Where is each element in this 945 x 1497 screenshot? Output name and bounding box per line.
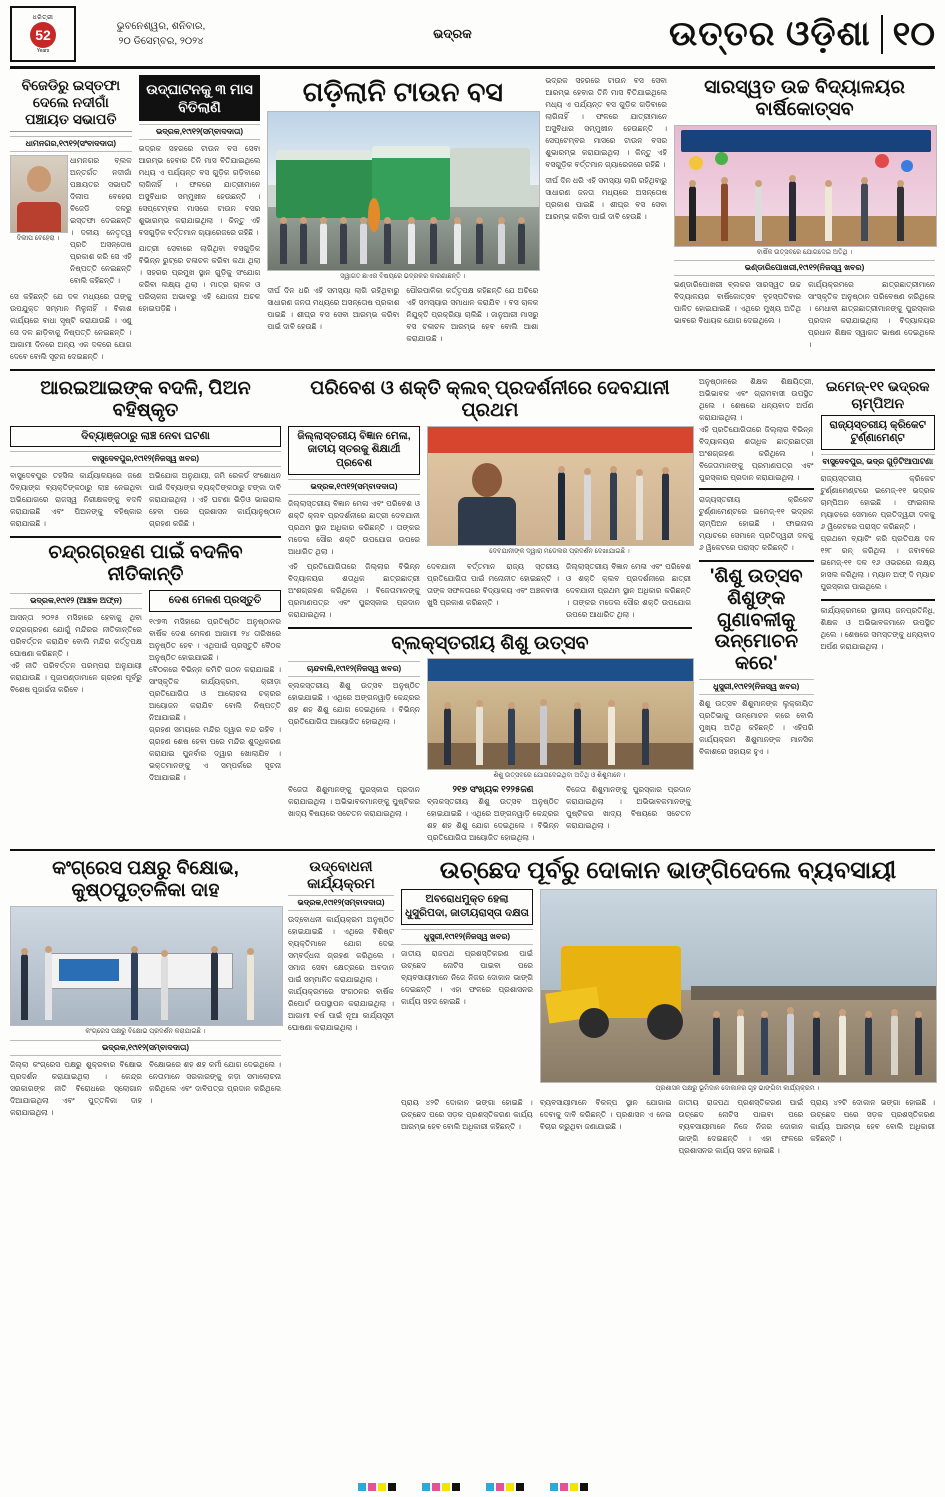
mid-right-flow-a: ଅନୁଷ୍ଠାନରେ ଶିକ୍ଷକ ଶିକ୍ଷୟିତ୍ରୀ, ଅଭିଭାବକ ଏବଂ ଗ୍ରାମବାସୀ ଉପସ୍ଥିତ ଥିଲେ । ଶେଷରେ ଧନ୍ୟବାଦ ଅର୍ପଣ କରାଯାଇଥିଲା । bbox=[699, 377, 814, 423]
mid-center-text-b: ଏହି ପ୍ରତିଯୋଗିତାରେ ଜିଲ୍ଲାର ବିଭିନ୍ନ ବିଦ୍ୟାଳୟର ଶତାଧିକ ଛାତ୍ରଛାତ୍ରୀ ଅଂଶଗ୍ରହଣ କରିଥିଲେ । ବିଜେତାମାନଙ୍କୁ ପ୍ରମାଣପତ୍ର ଏବଂ ପୁରସ୍କାର ପ୍ରଦାନ କରାଯାଇଥିଲା । bbox=[288, 561, 420, 619]
protest-block bbox=[10, 856, 281, 1156]
lead-photo bbox=[267, 111, 540, 271]
chandra-byline: ଭଦ୍ରକ,୧୯ା୧୨ (ଆଞ୍ଚଳ ଅଫ୍ନ) bbox=[10, 593, 142, 609]
page-number: ୧୦ bbox=[881, 15, 935, 54]
anniversary-logo bbox=[10, 6, 76, 62]
chandra-text-c: ଏହି ନୀତି ପରିବର୍ତ୍ତନ ପରମ୍ପରା ଅନୁଯାୟୀ କରାଯାଉଛି । ପୂଜାପଣ୍ଡାମାନେ ଗ୍ରହଣ ପୂର୍ବରୁ ବିଶେଷ ପୂଜାର୍ଚ୍ଚନା କରିବେ । bbox=[10, 661, 142, 694]
protest-text-a: ଜିଲ୍ଲା କଂଗ୍ରେସ ପକ୍ଷରୁ ଶୁକ୍ରବାର ବିକ୍ଷୋଭ ପ୍ରଦର୍ଶନ କରାଯାଇଥିଲା । କେନ୍ଦ୍ର ସରକାରଙ୍କ ନୀତି ବିରୋଧରେ ସ୍ଲୋଗାନ ଦିଆଯାଇଥିଲା ଏବଂ ପୁତ୍ତଳିକା ଦାହ କରାଯାଇଥିଲା । bbox=[10, 1059, 142, 1117]
right-top-text-a: ଭଣ୍ଡାରିପୋଖରୀ ବ୍ଲକର ସାରସ୍ୱତ ଉଚ୍ଚ ବିଦ୍ୟାଳୟର ବାର୍ଷିକୋତ୍ସବ ବୃହସ୍ପତିବାର ପାଳିତ ହୋଇଯାଇଛି । ଏଥିରେ ମୁଖ୍ୟ ଅତିଥି ଭାବରେ ବିଧାୟକ ଯୋଗ ଦେଇଥିଲେ । bbox=[674, 280, 802, 326]
publication-place: ଭୁବନେଶ୍ୱର, ଶନିବାର, bbox=[116, 21, 206, 32]
shishu-photo-caption: ଶିଶୁ ଉତ୍ସବରେ ଯୋଗଦେଇଥିବା ଅତିଥି ଓ ଶିଶୁମାନେ । bbox=[493, 772, 626, 780]
shishu-byline: ଚାନ୍ଦବାଲି,୧୯ା୧୨(ନିଜସ୍ୱ ଖବର) bbox=[288, 661, 420, 677]
masthead bbox=[10, 6, 935, 69]
desh-head-box bbox=[149, 590, 281, 612]
left-top-text-b: ସେ କହିଛନ୍ତି ଯେ ଦଳ ମଧ୍ୟରେ ତାଙ୍କୁ ଉପଯୁକ୍ତ ସମ୍ମାନ ମିଳୁନାହିଁ । ବିକାଶ କାର୍ଯ୍ୟରେ ବାଧା ସୃଷ୍ଟି କରାଯାଉଛି । ଏଣୁ ସେ ଦଳ ଛାଡ଼ିବାକୁ ନିଷ୍ପତ୍ତି ନେଇଛନ୍ତି । ଆଗାମୀ ଦିନରେ ଅନ୍ୟ ଏକ ଦଳରେ ଯୋଗ ଦେବେ ବୋଲି ସୂଚନା ଦେଇଛନ୍ତି । bbox=[10, 292, 132, 362]
demolition-block bbox=[401, 856, 935, 1156]
column-7-mid bbox=[821, 376, 936, 843]
lead-text-a: ଭଦ୍ରକ ସହରରେ ଟାଉନ ବସ ସେବା ଆରମ୍ଭ ହେବାର ତିନି ମାସ ବିତିଯାଇଥିଲେ ମଧ୍ୟ ଏ ପର୍ଯ୍ୟନ୍ତ ବସ ଗୁଡ଼ିକ ଗଡ଼ିବାରେ ଲାଗିନାହିଁ । ଫଳରେ ଯାତ୍ରୀମାନେ ଅସୁବିଧାର ସମ୍ମୁଖୀନ ହେଉଛନ୍ତି । ସେପ୍ଟେମ୍ବର ମାସରେ ଟାଉନ ବସର ଶୁଭାରମ୍ଭ କରାଯାଇଥିଲା । କିନ୍ତୁ ଏହି ବସଗୁଡ଼ିକ ବର୍ତ୍ତମାନ ଗ୍ୟାରେଜରେ ରହିଛି । bbox=[138, 144, 261, 238]
mid-center-box bbox=[288, 426, 420, 475]
chandra-text-a: ଆସନ୍ତା ୨୦୨୫ ମସିହାରେ ହେବାକୁ ଥିବା ଚନ୍ଦ୍ରଗ୍ରହଣ ଯୋଗୁଁ ମନ୍ଦିରର ନୀତିକାନ୍ତିରେ ପରିବର୍ତ୍ତନ କରାଯିବ ବୋଲି ମନ୍ଦିର କର୍ତ୍ତୃପକ୍ଷ ଘୋଷଣା କରିଛନ୍ତି । bbox=[10, 613, 142, 659]
mid-left-byline: ବାସୁଦେବପୁର,୧୯ା୧୨(ନିଜସ୍ୱ ଖବର) bbox=[10, 451, 281, 467]
udbodhan-text-b: କାର୍ଯ୍ୟକ୍ରମରେ ସଂଗଠନର ବାର୍ଷିକ ରିପୋର୍ଟ ଉପସ୍ଥାପନ କରାଯାଇଥିଲା । ଆଗାମୀ ବର୍ଷ ପାଇଁ ନୂଆ କାର୍ଯ୍ୟସୂଚୀ ଘୋଷଣା କରାଯାଇଥିଲା । bbox=[288, 986, 394, 1032]
udbodhan-headline: ଉଦ୍‌ବୋଧନୀ କାର୍ଯ୍ୟକ୍ରମ bbox=[307, 858, 375, 892]
mid-center-photo bbox=[427, 426, 694, 546]
shishu-headline: ବ୍ଲକ୍‌ସ୍ତରୀୟ ଶିଶୁ ଉତ୍ସବ bbox=[391, 632, 589, 654]
chandra-headline: ଚନ୍ଦ୍ରଗ୍ରହଣ ପାଇଁ ବଦଳିବ ନୀତିକାନ୍ତି bbox=[48, 542, 243, 586]
mid-right-text-a: ରାଜ୍ୟସ୍ତରୀୟ କ୍ରିକେଟ ଟୁର୍ଣ୍ଣାମେଣ୍ଟରେ ଇମେଜ୍‌-୧୧ ଭଦ୍ରକ ଚାମ୍ପିଅନ ହୋଇଛି । ଫାଇନାଲ ମ୍ୟାଚରେ ସେମାନେ ପ୍ରତିଦ୍ୱନ୍ଦୀ ଦଳକୁ ୬ ୱିକେଟରେ ପରାସ୍ତ କରିଛନ୍ତି । bbox=[820, 474, 935, 531]
dot-group bbox=[358, 1483, 396, 1491]
mid-center-block bbox=[288, 376, 692, 843]
protest-photo-caption: କଂଗ୍ରେସ ପକ୍ଷରୁ ବିକ୍ଷୋଭ ପ୍ରଦର୍ଶନ କରାଯାଇଛି । bbox=[85, 1028, 206, 1036]
demolition-headline: ଉଚ୍ଛେଦ ପୂର୍ବରୁ ଦୋକାନ ଭାଙ୍ଗିଦେଲେ ବ୍ୟବସାୟୀ bbox=[439, 857, 897, 885]
column-2 bbox=[139, 75, 261, 363]
shishu-right-byline: ଧୁସୁରୀ,୧୯ା୧୨(ନିଜସ୍ୱ ଖବର) bbox=[699, 679, 814, 695]
left-top-headline: ବିଜେଡିରୁ ଇସ୍ତଫା ଦେଲେ ନଦୀଗାଁ ପଞ୍ଚାୟତ ସଭାପତି bbox=[21, 77, 121, 127]
left-top-photo-caption: ଦିଲୀପ ବେହେରା । bbox=[16, 235, 60, 243]
left-top-photo bbox=[10, 155, 68, 233]
demolition-text-c: ବ୍ୟବସାୟୀମାନେ ବିକଳ୍ପ ସ୍ଥାନ ଯୋଗାଇ ଦେବାକୁ ଦାବି କରିଛନ୍ତି । ପ୍ରଶାସନ ଏ ନେଇ ବିଚାର କରୁଥିବା ଜଣାଯାଇଛି । bbox=[539, 1097, 672, 1131]
right-top-photo bbox=[674, 125, 937, 247]
desh-text-a: ୧୯୭୩ ମସିହାରେ ପ୍ରତିଷ୍ଠିତ ଅନୁଷ୍ଠାନର ବାର୍ଷିକ ଦେଶ ମେଳଣ ଆଗାମୀ ୨୪ ତାରିଖରେ ଅନୁଷ୍ଠିତ ହେବ । ଏଥିପାଇଁ ପ୍ରସ୍ତୁତି ବୈଠକ ଅନୁଷ୍ଠିତ ହୋଇଯାଇଛି । bbox=[149, 616, 281, 662]
anniversary-top-text: ଧରିତ୍ରୀ bbox=[32, 14, 54, 21]
lead-text-f: ଦୀର୍ଘ ଦିନ ଧରି ଏହି ସମସ୍ୟା ଲାଗି ରହିଥିବାରୁ ସାଧାରଣ ଜନତା ମଧ୍ୟରେ ଅସନ୍ତୋଷ ପ୍ରକାଶ ପାଇଛି । ଶୀଘ୍ର ବସ ସେବା ଆରମ୍ଭ କରିବା ପାଇଁ ଦାବି ହେଉଛି । bbox=[545, 175, 668, 221]
desh-text-b: ବୈଠକରେ ବିଭିନ୍ନ କମିଟି ଗଠନ କରାଯାଇଛି । ସାଂସ୍କୃତିକ କାର୍ଯ୍ୟକ୍ରମ, କ୍ରୀଡ଼ା ପ୍ରତିଯୋଗିତା ଓ ଆଲୋଚନା ଚକ୍ରର ଆୟୋଜନ କରାଯିବ ବୋଲି ନିଷ୍ପତ୍ତି ନିଆଯାଇଛି । bbox=[149, 664, 281, 722]
demolition-box bbox=[401, 889, 533, 924]
shishu-text-c: ବ୍ଲକସ୍ତରୀୟ ଶିଶୁ ଉତ୍ସବ ଅନୁଷ୍ଠିତ ହୋଇଯାଇଛି । ଏଥିରେ ଅଙ୍ଗନୱାଡ଼ି କେନ୍ଦ୍ରର ଶହ ଶହ ଶିଶୁ ଯୋଗ ଦେଇଥିଲେ । ବିଭିନ୍ନ ପ୍ରତିଯୋଗିତା ଆୟୋଜିତ ହୋଇଥିଲା । bbox=[427, 796, 559, 842]
mid-left-subhead-box bbox=[10, 426, 281, 448]
anniversary-number: 52 bbox=[30, 22, 56, 48]
edition-name: ଭଦ୍ରକ bbox=[433, 26, 472, 41]
demolition-byline: ଧୁସୁରୀ,୧୯ା୧୨(ନିଜସ୍ୱ ଖବର) bbox=[401, 929, 533, 945]
shishu-stat: ୨୧୭ ସଂଖ୍ୟକ ୧୨୨୫ଜଣ bbox=[452, 783, 534, 794]
lead-kicker: ଉଦ୍‌ଘାଟନକୁ ୩ ମାସ ବିତିଲାଣି bbox=[139, 75, 261, 121]
mid-center-photo-caption: ଦେବଯାନୀଙ୍କ ଦ୍ୱାରା ମଡେଲର ପ୍ରଦର୍ଶନ ଦେଖାଯାଇଛି । bbox=[489, 547, 630, 555]
lead-text-c: ଦୀର୍ଘ ଦିନ ଧରି ଏହି ସମସ୍ୟା ଲାଗି ରହିଥିବାରୁ ସାଧାରଣ ଜନତା ମଧ୍ୟରେ ଅସନ୍ତୋଷ ପ୍ରକାଶ ପାଇଛି । ଶୀଘ୍ର ବସ ସେବା ଆରମ୍ଭ କରିବା ପାଇଁ ଦାବି ହେଉଛି । bbox=[267, 285, 400, 331]
shishu-photo bbox=[427, 658, 694, 770]
protest-text-b: ବିକ୍ଷୋଭରେ ଶହ ଶହ କର୍ମୀ ଯୋଗ ଦେଇଥିଲେ । ନେତାମାନେ ସରକାରଙ୍କୁ କଡ଼ା ସମାଲୋଚନା କରିଥିଲେ ଏବଂ ଦାବିପତ୍ର ପ୍ରଦାନ କରିଥିଲେ । bbox=[149, 1059, 281, 1105]
mid-right-flow-b: ଏହି ପ୍ରତିଯୋଗିତାରେ ଜିଲ୍ଲାର ବିଭିନ୍ନ ବିଦ୍ୟାଳୟର ଶତାଧିକ ଛାତ୍ରଛାତ୍ରୀ ଅଂଶଗ୍ରହଣ କରିଥିଲେ । ବିଜେତାମାନଙ୍କୁ ପ୍ରମାଣପତ୍ର ଏବଂ ପୁରସ୍କାର ପ୍ରଦାନ କରାଯାଇଥିଲା । bbox=[699, 425, 814, 482]
mid-left-text-b: ଅଭିଯୋଗ ଅନୁଯାୟୀ, ଜମି ରେକର୍ଡ ସଂଶୋଧନ ପାଇଁ ଦିବ୍ୟାଙ୍ଗ ବ୍ୟକ୍ତିଙ୍କଠାରୁ ଟଙ୍କା ଦାବି କରାଯାଇଥିଲା । ଏହି ଘଟଣା ଭିଡ଼ିଓ ଭାଇରାଲ ହେବା ପରେ ପ୍ରଶାସନ କାର୍ଯ୍ୟାନୁଷ୍ଠାନ ଗ୍ରହଣ କରିଛି । bbox=[149, 471, 281, 529]
column-3-4 bbox=[267, 75, 538, 363]
demolition-text-d: ଜାତୀୟ ରାଜପଥ ପ୍ରଶସ୍ତିକରଣ ପାଇଁ ଉଚ୍ଛେଦ ନୋଟିସ ପାଇବା ପରେ ବ୍ୟବସାୟୀମାନେ ନିଜେ ନିଜର ଦୋକାନ ଭାଙ୍ଗି ଦେଇଛନ୍ତି । ଏହା ଫଳରେ ପ୍ରଶାସନର କାର୍ଯ୍ୟ ସହଜ ହୋଇଛି । bbox=[678, 1097, 804, 1155]
mid-center-text-d: ଜିଲ୍ଲାସ୍ତରୀୟ ବିଜ୍ଞାନ ମେଳା ଏବଂ ପରିବେଶ ଓ ଶକ୍ତି କ୍ଲବ ପ୍ରଦର୍ଶନୀରେ ଛାତ୍ରୀ ଦେବଯାନୀ ପ୍ରଥମ ସ୍ଥାନ ଅଧିକାର କରିଛନ୍ତି । ତାଙ୍କର ମଡେଲ ସୌର ଶକ୍ତି ଉପଯୋଗ ଉପରେ ଆଧାରିତ ଥିଲା । bbox=[566, 561, 691, 619]
shishu-text-a: ବ୍ଲକସ୍ତରୀୟ ଶିଶୁ ଉତ୍ସବ ଅନୁଷ୍ଠିତ ହୋଇଯାଇଛି । ଏଥିରେ ଅଙ୍ଗନୱାଡ଼ି କେନ୍ଦ୍ରର ଶହ ଶହ ଶିଶୁ ଯୋଗ ଦେଇଥିଲେ । ବିଭିନ୍ନ ପ୍ରତିଯୋଗିତା ଆୟୋଜିତ ହୋଇଥିଲା । bbox=[288, 681, 420, 727]
page-title: ଉତ୍ତର ଓଡ଼ିଶା bbox=[668, 14, 871, 53]
mid-center-headline: ପରିବେଶ ଓ ଶକ୍ତି କ୍ଲବ୍‌ ପ୍ରଦର୍ଶନୀରେ ଦେବଯାନୀ ପ୍ରଥମ bbox=[310, 378, 670, 421]
lead-text-b: ଯାତ୍ରୀ ସେବାରେ ଲାଗିଥିବା ବସଗୁଡ଼ିକ ବିଭିନ୍ନ ରୁଟ୍‌ରେ ଚଳାଚଳ କରିବା କଥା ଥିଲା । ସହରର ପ୍ରମୁଖ ସ୍ଥାନ ଗୁଡ଼ିକୁ ସଂଯୋଗ କରିବା ଲକ୍ଷ୍ୟ ଥିଲା । ମାତ୍ର ଚାଳକ ଓ ପରିଚାଳନା ଅଭାବରୁ ଏହି ଯୋଜନା ଅଚଳ ହୋଇପଡ଼ିଛି । bbox=[138, 244, 261, 314]
protest-photo bbox=[10, 906, 283, 1026]
shishu-right-text-b: କାର୍ଯ୍ୟକ୍ରମରେ ସ୍ଥାନୀୟ ଜନପ୍ରତିନିଧି, ଶିକ୍ଷକ ଓ ଅଭିଭାବକମାନେ ଉପସ୍ଥିତ ଥିଲେ । ଶେଷରେ ସମସ୍ତଙ୍କୁ ଧନ୍ୟବାଦ ଅର୍ପଣ କରାଯାଇଥିଲା । bbox=[820, 605, 935, 651]
mid-right-flow-c: ରାଜ୍ୟସ୍ତରୀୟ କ୍ରିକେଟ ଟୁର୍ଣ୍ଣାମେଣ୍ଟରେ ଇମେଜ୍‌-୧୧ ଭଦ୍ରକ ଚାମ୍ପିଅନ ହୋଇଛି । ଫାଇନାଲ ମ୍ୟାଚରେ ସେମାନେ ପ୍ରତିଦ୍ୱନ୍ଦୀ ଦଳକୁ ୬ ୱିକେଟରେ ପରାସ୍ତ କରିଛନ୍ତି । bbox=[699, 494, 814, 552]
lead-headline: ଗଡ଼ିଲାନି ଟାଉନ ବସ bbox=[302, 77, 503, 107]
desh-headline: ଦେଶ ମେଳଣ ପ୍ରସ୍ତୁତି bbox=[168, 594, 262, 607]
publication-date bbox=[86, 19, 236, 49]
chandra-text-b: ଗ୍ରହଣ ସମୟରେ ମନ୍ଦିର ଦ୍ୱାର ବନ୍ଦ ରହିବ । ଗ୍ରହଣ ଶେଷ ହେବା ପରେ ମନ୍ଦିର ଶୁଦ୍ଧିକରଣ କରାଯାଇ ପୁନର୍ବାର ଦ୍ୱାର ଖୋଲାଯିବ । ଭକ୍ତମାନଙ୍କୁ ଏ ସମ୍ପର୍କରେ ସୂଚନା ଦିଆଯାଇଛି । bbox=[149, 724, 281, 782]
mid-center-text-a: ଜିଲ୍ଲାସ୍ତରୀୟ ବିଜ୍ଞାନ ମେଳା ଏବଂ ପରିବେଶ ଓ ଶକ୍ତି କ୍ଲବ ପ୍ରଦର୍ଶନୀରେ ଛାତ୍ରୀ ଦେବଯାନୀ ପ୍ରଥମ ସ୍ଥାନ ଅଧିକାର କରିଛନ୍ତି । ତାଙ୍କର ମଡେଲ ସୌର ଶକ୍ତି ଉପଯୋଗ ଉପରେ ଆଧାରିତ ଥିଲା । bbox=[288, 498, 420, 556]
demolition-photo-caption: ପ୍ରଶାସନ ପକ୍ଷରୁ ଭୂମିଦାନ ଦୋକାନର ଗୃହ ଭାଙ୍ଗିବା କାର୍ଯ୍ୟକ୍ରମ । bbox=[655, 1085, 820, 1093]
column-6-mid bbox=[699, 376, 814, 843]
mid-center-byline: ଭଦ୍ରକ,୧୯ା୧୨(ସମ୍ବାଦଦାତା) bbox=[288, 479, 420, 495]
mid-right-box bbox=[821, 415, 936, 450]
right-top-photo-caption: ବାର୍ଷିକ ଉତ୍ସବରେ ଯୋଗଦେଇ ଅତିଥି । bbox=[756, 248, 853, 256]
mid-left-headline: ଆରଇଆଇଙ୍କ ବଦଳି, ପିଅନ ବହିଷ୍କୃତ bbox=[40, 378, 251, 421]
protest-headline: କଂଗ୍ରେସ ପକ୍ଷରୁ ବିକ୍ଷୋଭ, କୁଷ୍ଠପୁତ୍ତଳିକା ଦାହ bbox=[52, 858, 239, 902]
column-1 bbox=[10, 75, 132, 363]
mid-right-byline: ବାସୁଦେବପୁର, ଭଦ୍ର ଗୁଡ଼ିଟିଆପାଟଣା bbox=[821, 454, 936, 470]
right-top-byline: ଭଣ୍ଡାରିପୋଖରୀ,୧୯ା୧୨(ନିଜସ୍ୱ ଖବର) bbox=[674, 260, 935, 276]
demolition-photo bbox=[540, 889, 937, 1083]
mid-right-subbox: ରାଜ୍ୟସ୍ତରୀୟ କ୍ରିକେଟ ଟୁର୍ଣ୍ଣାମେଣ୍ଟ bbox=[829, 418, 926, 445]
column-5 bbox=[545, 75, 667, 363]
udbodhan-block bbox=[288, 856, 394, 1156]
mid-left-text-a: ବାସୁଦେବପୁର ତହସିଲ କାର୍ଯ୍ୟାଳୟରେ ଜଣେ ଦିବ୍ୟାଙ୍ଗ ବ୍ୟକ୍ତିଙ୍କଠାରୁ ଲାଞ୍ଚ ନେଇଥିବା ଅଭିଯୋଗରେ ରାଜସ୍ୱ ନିରୀକ୍ଷକଙ୍କୁ ବଦଳି କରାଯାଇଛି ଏବଂ ପିଅନଙ୍କୁ ବହିଷ୍କାର କରାଯାଇଛି । bbox=[10, 471, 142, 529]
dot-group bbox=[550, 1483, 588, 1491]
demolition-text-a: ଜାତୀୟ ରାଜପଥ ପ୍ରଶସ୍ତିକରଣ ପାଇଁ ଉଚ୍ଛେଦ ନୋଟିସ ପାଇବା ପରେ ବ୍ୟବସାୟୀମାନେ ନିଜେ ନିଜର ଦୋକାନ ଭାଙ୍ଗି ଦେଇଛନ୍ତି । ଏହା ଫଳରେ ପ୍ରଶାସନର କାର୍ଯ୍ୟ ସହଜ ହୋଇଛି । bbox=[401, 948, 533, 1006]
udbodhan-byline: ଭଦ୍ରକ,୧୯ା୧୨(ସମ୍ବାଦଦାତା) bbox=[288, 895, 394, 911]
lead-byline: ଭଦ୍ରକ,୧୯ା୧୨(ସମ୍ବାଦଦାତା) bbox=[139, 124, 261, 140]
right-top-text-b: କାର୍ଯ୍ୟକ୍ରମରେ ଛାତ୍ରଛାତ୍ରୀମାନେ ସାଂସ୍କୃତିକ ଅନୁଷ୍ଠାନ ପରିବେଷଣ କରିଥିଲେ । ମେଧାବୀ ଛାତ୍ରଛାତ୍ରୀମାନଙ୍କୁ ପୁରସ୍କାର ପ୍ରଦାନ କରାଯାଇଥିଲା । ବିଦ୍ୟାଳୟର ପ୍ରଧାନ ଶିକ୍ଷକ ସ୍ୱାଗତ ଭାଷଣ ଦେଇଥିଲେ । bbox=[808, 280, 936, 350]
lead-text-e: ଭଦ୍ରକ ସହରରେ ଟାଉନ ବସ ସେବା ଆରମ୍ଭ ହେବାର ତିନି ମାସ ବିତିଯାଇଥିଲେ ମଧ୍ୟ ଏ ପର୍ଯ୍ୟନ୍ତ ବସ ଗୁଡ଼ିକ ଗଡ଼ିବାରେ ଲାଗିନାହିଁ । ଫଳରେ ଯାତ୍ରୀମାନେ ଅସୁବିଧାର ସମ୍ମୁଖୀନ ହେଉଛନ୍ତି । ସେପ୍ଟେମ୍ବର ମାସରେ ଟାଉନ ବସର ଶୁଭାରମ୍ଭ କରାଯାଇଥିଲା । କିନ୍ତୁ ଏହି ବସଗୁଡ଼ିକ ବର୍ତ୍ତମାନ ଗ୍ୟାରେଜରେ ରହିଛି । bbox=[545, 76, 668, 169]
dot-group bbox=[486, 1483, 524, 1491]
left-top-text-a: ଧାମନଗର ବ୍ଲକ ଅନ୍ତର୍ଗତ ନଦୀଗାଁ ପଞ୍ଚାୟତର ସଭାପତି ଦିଲୀପ ବେହେରା ବିଜେଡି ଦଳରୁ ଇସ୍ତଫା ଦେଇଛନ୍ତି । ଦଳୀୟ ନେତୃତ୍ୱ ପ୍ରତି ଅସନ୍ତୋଷ ପ୍ରକାଶ କରି ସେ ଏହି ନିଷ୍ପତ୍ତି ନେଇଛନ୍ତି ବୋଲି କହିଛନ୍ତି । bbox=[70, 156, 132, 286]
shishu-right-text-a: ଶିଶୁ ଉତ୍ସବ ଶିଶୁମାନଙ୍କ ଲୁକ୍କାୟିତ ପ୍ରତିଭାକୁ ଉନ୍ମୋଚନ କରେ ବୋଲି ମୁଖ୍ୟ ଅତିଥି କହିଛନ୍ତି । ଏହିପରି କାର୍ଯ୍ୟକ୍ରମ ଶିଶୁମାନଙ୍କ ମାନସିକ ବିକାଶରେ ସହାୟକ ହୁଏ । bbox=[699, 699, 814, 757]
demolition-text-e: ପ୍ରାୟ ୪୨ଟି ଦୋକାନ ଭଙ୍ଗା ହୋଇଛି । ଉଚ୍ଛେଦ ପରେ ସଡ଼କ ପ୍ରଶସ୍ତିକରଣ କାର୍ଯ୍ୟ ଆରମ୍ଭ ହେବ ବୋଲି ଅଧିକାରୀ କହିଛନ୍ତି । bbox=[810, 1097, 935, 1143]
mid-left-subheadline: ଦିବ୍ୟାଞ୍ଜଠାରୁ ଲାଞ୍ଚ ନେବା ଘଟଣା bbox=[81, 429, 210, 442]
mid-right-headline: ଇମେଜ୍‌-୧୧ ଭଦ୍ରକ ଚାମ୍ପିଅନ bbox=[825, 378, 930, 411]
print-registration-marks bbox=[0, 1483, 945, 1491]
right-top-headline: ସାରସ୍ୱତ ଉଚ୍ଚ ବିଦ୍ୟାଳୟର ବାର୍ଷିକୋତ୍ସବ bbox=[704, 77, 905, 120]
publication-datetext: ୨୦ ଡିସେମ୍ବର, ୨୦୨୪ bbox=[118, 36, 204, 47]
demolition-boxhead: ଅବରୋଧମୁକ୍ତ ହେଲା ଧୁସୁରିପଦା, ଜାତୀୟରାସ୍ତା ଦକ୍ଷତା bbox=[405, 893, 529, 919]
shishu-right-headline: 'ଶିଶୁ ଉତ୍ସବ ଶିଶୁଙ୍କ ଗୁଣାବଳୀକୁ ଉନ୍ମୋଚନ କରେ' bbox=[709, 565, 803, 675]
lead-text-d: ପୌରପାଳିକା କର୍ତ୍ତୃପକ୍ଷ କହିଛନ୍ତି ଯେ ଅଚିରେ ଏହି ସମସ୍ୟାର ସମାଧାନ କରାଯିବ । ବସ ଚାଳକ ନିଯୁକ୍ତି ପ୍ରକ୍ରିୟା ଚାଲିଛି । ଜାନୁଆରୀ ମାସରୁ ବସ ଚଳାଚଳ ଆରମ୍ଭ ହେବ ବୋଲି ଆଶା କରାଯାଉଛି । bbox=[406, 285, 539, 343]
left-top-byline: ଧାମନଗର,୧୯ା୧୨(ସଂବାଦଦାତା) bbox=[10, 136, 132, 152]
mid-center-boxhead: ଜିଲ୍ଲାସ୍ତରୀୟ ବିଜ୍ଞାନ ମେଳା, ଜାତୀୟ ସ୍ତରକୁ ଶିକ୍ଷାର୍ଥୀ ପ୍ରବେଶ bbox=[297, 429, 411, 470]
dot-group bbox=[422, 1483, 460, 1491]
column-6-7 bbox=[674, 75, 935, 363]
mid-left-block bbox=[10, 376, 281, 843]
anniversary-years: Years bbox=[36, 47, 50, 54]
shishu-text-b: ବିଜେତା ଶିଶୁମାନଙ୍କୁ ପୁରସ୍କାର ପ୍ରଦାନ କରାଯାଇଥିଲା । ଅଭିଭାବକମାନଙ୍କୁ ପୁଷ୍ଟିକର ଖାଦ୍ୟ ବିଷୟରେ ସଚେତନ କରାଯାଇଥିଲା । bbox=[288, 784, 420, 818]
shishu-text-d: ବିଜେତା ଶିଶୁମାନଙ୍କୁ ପୁରସ୍କାର ପ୍ରଦାନ କରାଯାଇଥିଲା । ଅଭିଭାବକମାନଙ୍କୁ ପୁଷ୍ଟିକର ଖାଦ୍ୟ ବିଷୟରେ ସଚେତନ କରାଯାଇଥିଲା । bbox=[566, 784, 691, 830]
demolition-text-b: ପ୍ରାୟ ୪୨ଟି ଦୋକାନ ଭଙ୍ଗା ହୋଇଛି । ଉଚ୍ଛେଦ ପରେ ସଡ଼କ ପ୍ରଶସ୍ତିକରଣ କାର୍ଯ୍ୟ ଆରମ୍ଭ ହେବ ବୋଲି ଅଧିକାରୀ କହିଛନ୍ତି । bbox=[401, 1097, 533, 1131]
protest-byline: ଭଦ୍ରକ,୧୯ା୧୨(ସମ୍ବାଦଦାତା) bbox=[10, 1040, 281, 1056]
mid-center-text-c: ଦେବଯାନୀ ବର୍ତ୍ତମାନ ରାଜ୍ୟ ସ୍ତରୀୟ ପ୍ରତିଯୋଗିତା ପାଇଁ ମନୋନୀତ ହୋଇଛନ୍ତି । ତାଙ୍କ ସଫଳତାରେ ବିଦ୍ୟାଳୟ ଏବଂ ଅଞ୍ଚଳବାସୀ ଖୁସି ପ୍ରକାଶ କରିଛନ୍ତି । bbox=[427, 561, 559, 607]
udbodhan-text-a: ଉଦ୍‌ବୋଧନୀ କାର୍ଯ୍ୟକ୍ରମ ଅନୁଷ୍ଠିତ ହୋଇଯାଇଛି । ଏଥିରେ ବିଶିଷ୍ଟ ବ୍ୟକ୍ତିମାନେ ଯୋଗ ଦେଇ ସମ୍ବର୍ଦ୍ଧନା ଗ୍ରହଣ କରିଥିଲେ । ସମାଜ ସେବା କ୍ଷେତ୍ରରେ ଅବଦାନ ପାଇଁ ସମ୍ମାନିତ କରାଯାଇଥିଲା । bbox=[288, 915, 394, 984]
lead-photo-caption: ସ୍ୱାଗତ ଛାଏର ବିଷୟରେ ଭଦ୍ରକର କାରଣାଛନ୍ତି । bbox=[340, 273, 466, 281]
mid-right-text-b: ପ୍ରଥମେ ବ୍ୟାଟିଂ କରି ପ୍ରତିପକ୍ଷ ଦଳ ୧୨୮ ରନ୍ କରିଥିଲା । ଜବାବରେ ଇମେଜ୍‌-୧୧ ଦଳ ୧୬ ଓଭରରେ ଲକ୍ଷ୍ୟ ହାସଲ କରିଥିଲା । ମ୍ୟାନ ଅଫ୍ ଦି ମ୍ୟାଚ ପୁରସ୍କାର ପାଇଥିଲେ । bbox=[820, 533, 935, 591]
